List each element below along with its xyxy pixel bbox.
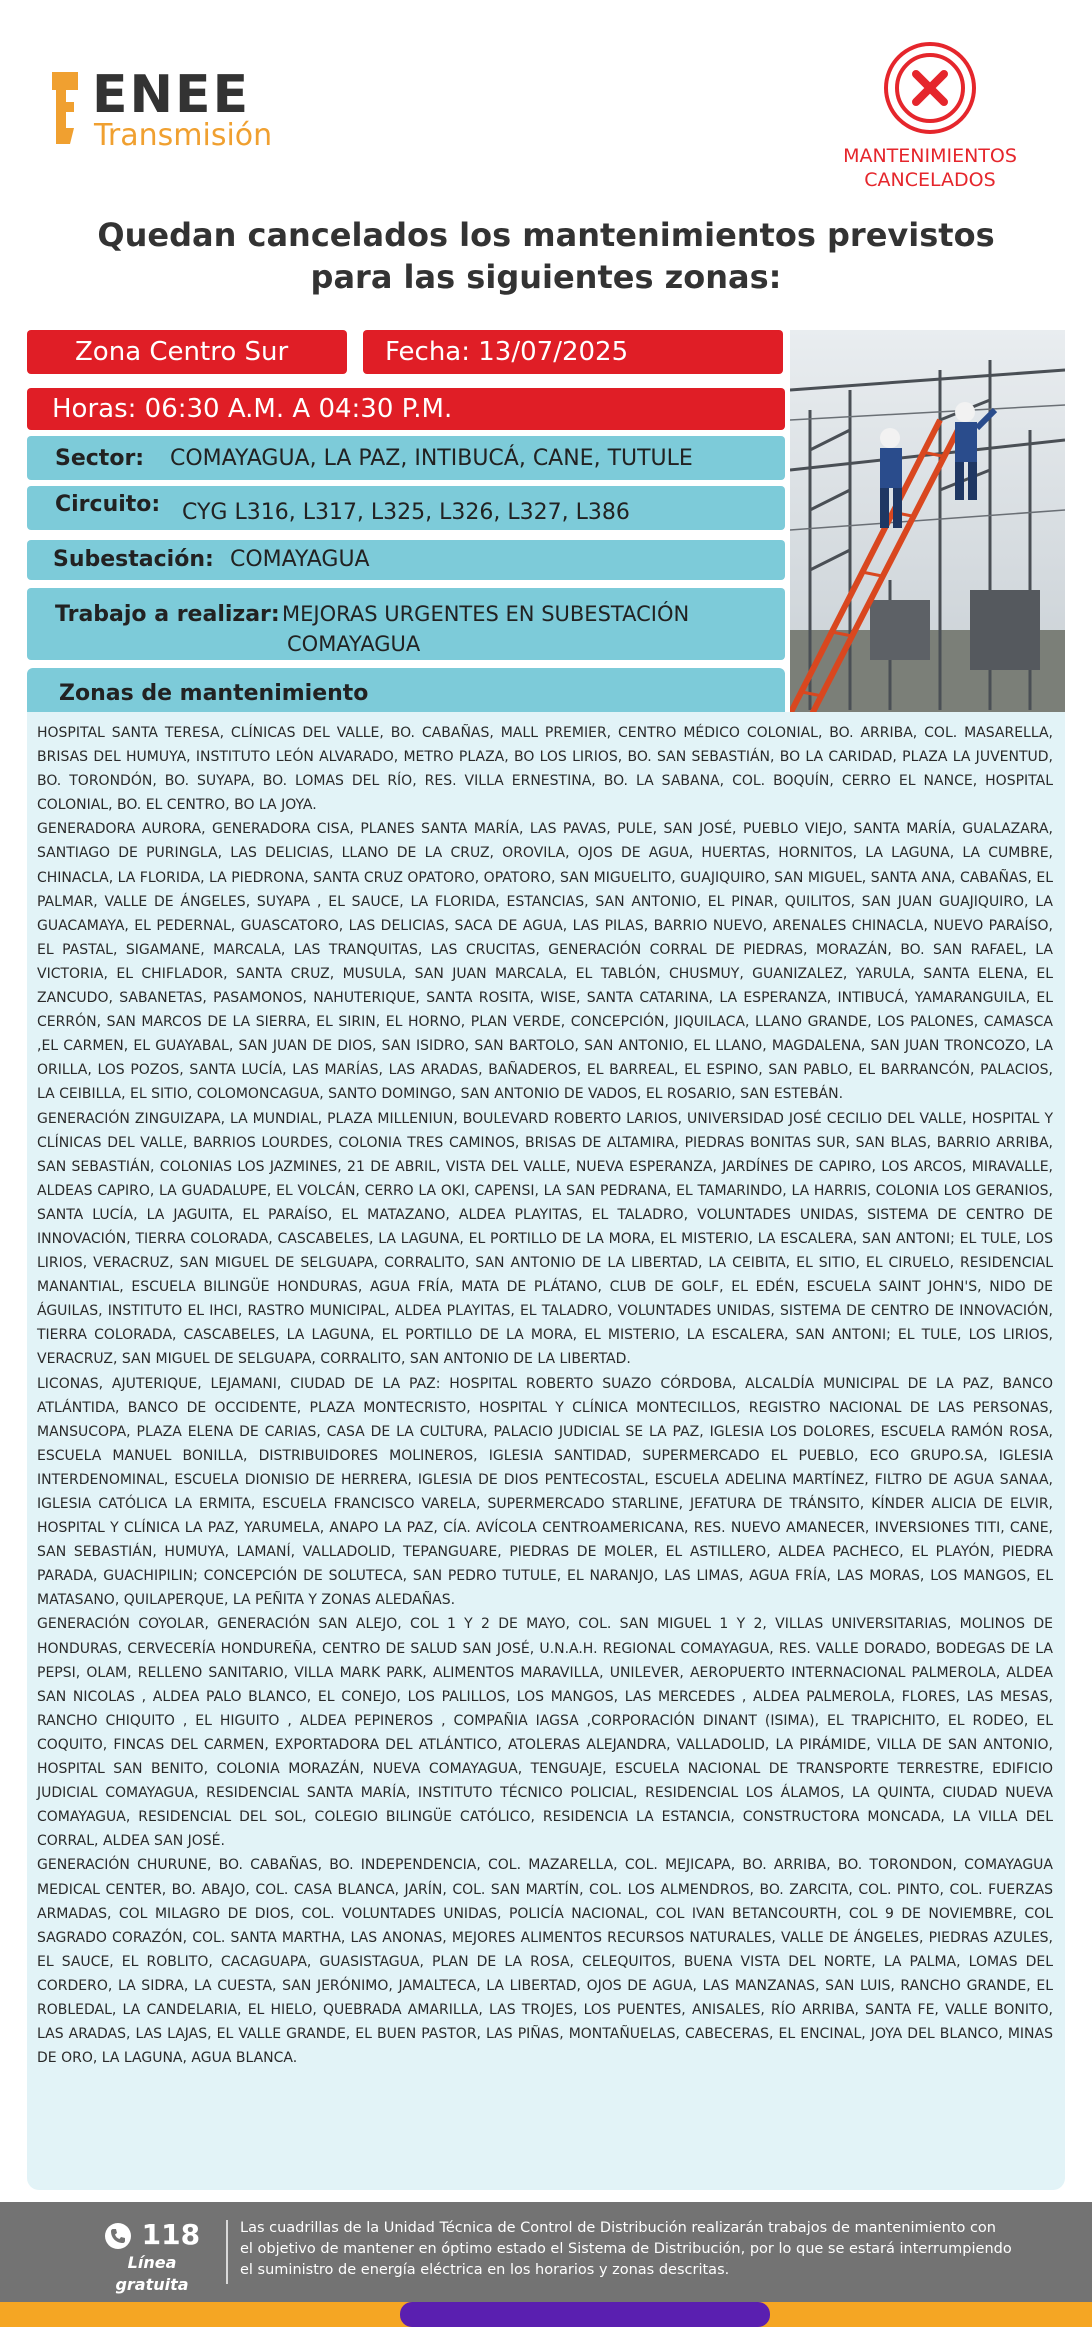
circuit-row [27,486,785,530]
bottom-bar-accent [400,2302,770,2327]
substation-label: Subestación: [53,547,214,572]
zone-paragraph: GENERACIÓN CHURUNE, BO. CABAÑAS, BO. INDEPENDENCIA, COL. MAZARELLA, COL. MEJICAPA, BO. ARRIBA, BO. TORONDON, COMAYAGUA MEDICAL CENTER, BO. ABAJO, COL. CASA BLANCA, JARÍN, COL. SAN MARTÍN, COL. LOS ALMENDROS, BO. ZARCITA, COL. PINTO, COL. FUERZAS ARMADAS, COL MILAGRO DE DIOS, COL. VOLUNTADES UNIDAS, POLICÍA NACIONAL, COL IVAN BETANCOURTH, COL 9 DE NOVIEMBRE, COL SAGRADO CORAZÓN, COL. SANTA MARTHA, LAS ANONAS, MEJORES ALIMENTOS RECURSOS NATURALES, VALLE DE ÁNGELES, PIEDRAS AZULES, EL SAUCE, EL ROBLITO, CACAGUAPA, GUASISTAGUA, PLAN DE LA ROSA, CELEQUITOS, BUENA VISTA DEL NORTE, LA PALMA, LOMAS DEL CORDERO, LA SIDRA, LA CUESTA, SAN JERÓNIMO, JAMALTECA, LA LIBERTAD, OJOS DE AGUA, LAS MANZANAS, SAN LUIS, RANCHO GRANDE, EL ROBLEDAL, LA CANDELARIA, EL HIELO, QUEBRADA AMARILLA, LAS TROJES, LOS PUENTES, ANISALES, RÍO ARRIBA, SANTA FE, VALLE BONITO, LAS ARADAS, LAS LAJAS, EL VALLE GRANDE, EL BUEN PASTOR, LAS PIÑAS, MONTAÑUELAS, CABECERAS, EL ENCINAL, JOYA DEL BLANCO, MINAS DE ORO, LA LAGUNA, AGUA BLANCA. [37,1857,1053,2067]
page-title-line-1: Quedan cancelados los mantenimientos previstos [97,216,995,254]
zone-badge: Zona Centro Sur [27,330,347,374]
badge-line-2: CANCELADOS [864,169,996,191]
substation-value: COMAYAGUA [230,547,370,572]
zone-paragraph: GENERACIÓN ZINGUIZAPA, LA MUNDIAL, PLAZA MILLENIUN, BOULEVARD ROBERTO LARIOS, UNIVERSIDAD JOSÉ CECILIO DEL VALLE, HOSPITAL Y CLÍNICAS DEL VALLE, BARRIOS LOURDES, COLONIA TRES CAMINOS, BRISAS DE ALTAMIRA, PIEDRAS BONITAS SUR, SAN BLAS, BARRIO ARRIBA, SAN SEBASTIÁN, COLONIAS LOS JAZMINES, 21 DE ABRIL, VISTA DEL VALLE, NUEVA ESPERANZA, JARDÍNES DE CAPIRO, LOS ARCOS, MIRAVALLE, ALDEAS CAPIRO, LA GUADALUPE, EL VOLCÁN, CERRO LA OKI, CAPENSI, LA SAN PEDRANA, EL TAMARINDO, LA HARRIS, COLONIA LOS GERANIOS, SANTA LUCÍA, LA JAGUITA, EL PARAÍSO, EL MATAZANO, ALDEA PLAYITAS, EL TALADRO, VOLUNTADES UNIDAS, SISTEMA DE CENTRO DE INNOVACIÓN, TIERRA COLORADA, CASCABELES, LA LAGUNA, EL PORTILLO DE LA MORA, EL MISTERIO, LA ESCALERA, SAN ANTONI; EL TULE, LOS LIRIOS, VERACRUZ, SAN MIGUEL DE SELGUAPA, CORRALITO, SAN ANTONIO DE LA LIBERTAD, LA CEIBITA, EL SITIO, EL CIRUELO, RESIDENCIAL MANANTIAL, ESCUELA BILINGÜE HONDURAS, AGUA FRÍA, MATA DE PLÁTANO, CLUB DE GOLF, EL EDÉN, ESCUELA SAINT JOHN'S, NIDO DE ÁGUILAS, INSTITUTO EL IHCI, RASTRO MUNICIPAL, ALDEA PLAYITAS, EL TALADRO, VOLUNTADES UNIDAS, SISTEMA DE CENTRO DE INNOVACIÓN, TIERRA COLORADA, CASCABELES, LA LAGUNA, EL PORTILLO DE LA MORA, EL MISTERIO, LA ESCALERA, SAN ANTONI; EL TULE, LOS LIRIOS, VERACRUZ, SAN MIGUEL DE SELGUAPA, CORRALITO, SAN ANTONIO DE LA LIBERTAD. [37,1110,1053,1368]
sector-label: Sector: [55,446,145,471]
substation-row [27,540,785,580]
footer-note-line-1: Las cuadrillas de la Unidad Técnica de Control de Distribución realizarán trabajos de mantenimiento con [240,2220,996,2236]
footer-note [240,2218,1040,2281]
zone-paragraph: GENERADORA AURORA, GENERADORA CISA, PLANES SANTA MARÍA, LAS PAVAS, PULE, SAN JOSÉ, PUEBLO VIEJO, SANTA MARÍA, GUALAZARA, SANTIAGO DE PURINGLA, LAS DELICIAS, LLANO DE LA CRUZ, OROVILA, OJOS DE AGUA, HUERTAS, HORNITOS, LA LAGUNA, LA CUMBRE, CHINACLA, LA FLORIDA, LA PIEDRONA, SANTA CRUZ OPATORO, OPATORO, SAN MIGUELITO, GUAJIQUIRO, SAN MIGUEL, SANTA ANA, CABAÑAS, EL PALMAR, VALLE DE ÁNGELES, SUYAPA , EL SAUCE, LA FLORIDA, ESTANCIAS, SAN ANTONIO, EL PINAR, QUILITOS, SAN JUAN GUAJIQUIRO, LA GUACAMAYA, EL PEDERNAL, GUASCATORO, LAS DELICIAS, SACA DE AGUA, LAS PILAS, BARRIO NUEVO, ARENALES CHINACLA, NUEVO PARAÍSO, EL PASTAL, SIGAMANE, MARCALA, LAS TRANQUITAS, LAS CRUCITAS, GENERACIÓN CORRAL DE PIEDRAS, MORAZÁN, BO. SAN RAFAEL, LA VICTORIA, EL CHIFLADOR, SANTA CRUZ, MUSULA, SAN JUAN MARCALA, EL TABLÓN, CHUSMUY, GUANIZALEZ, YARULA, SANTA ELENA, EL ZANCUDO, SABANETAS, PASAMONOS, NAHUTERIQUE, SANTA ROSITA, WISE, SANTA CATARINA, LA ESPERANZA, INTIBUCÁ, YAMARANGUILA, EL CERRÓN, SAN MARCOS DE LA SIERRA, EL SIRIN, EL HORNO, PLAN VERDE, CONCEPCIÓN, JIQUILACA, LLANO GRANDE, LOS PALONES, CAMASCA ,EL CARMEN, EL GUAYABAL, SAN JUAN DE DIOS, SAN ISIDRO, SAN BARTOLO, SAN ANTONIO, EL LLANO, MAGDALENA, SAN JUAN TRONCOZO, LA ORILLA, LOS POZOS, SANTA LUCÍA, LAS MARÍAS, LAS ARADAS, BAÑADEROS, EL BARREAL, EL ESPINO, SAN PABLO, EL BARRANCÓN, PALACIOS, LA CEIBILLA, EL SITIO, COLOMONCAGUA, SANTO DOMINGO, SAN ANTONIO DE VADOS, EL ROSARIO, SAN ESTEBÁN. [37,821,1053,1103]
footer [0,2202,1092,2302]
circuit-value: CYG L316, L317, L325, L326, L327, L386 [182,500,630,525]
phone-contact[interactable] [92,2218,212,2294]
sector-row [27,436,785,480]
circuit-label: Circuito: [55,492,161,517]
phone-icon [104,2222,132,2250]
enee-logo [52,64,312,154]
footer-note-line-2: el objetivo de mantener en óptimo estado el Sistema de Distribución, por lo que se estará interrumpiendo [240,2241,1012,2257]
work-value-line-1: MEJORAS URGENTES EN SUBESTACIÓN [282,602,690,626]
work-value-line-2: COMAYAGUA [287,632,421,656]
zone-paragraph: GENERACIÓN COYOLAR, GENERACIÓN SAN ALEJO, COL 1 Y 2 DE MAYO, COL. SAN MIGUEL 1 Y 2, VILLAS UNIVERSITARIAS, MOLINOS DE HONDURAS, CERVECERÍA HONDUREÑA, CENTRO DE SALUD SAN JOSÉ, U.N.A.H. REGIONAL COMAYAGUA, RES. VALLE DORADO, BODEGAS DE LA PEPSI, OLAM, RELLENO SANITARIO, VILLA MARK PARK, ALIMENTOS MARAVILLA, UNILEVER, AEROPUERTO INTERNACIONAL PALMEROLA, ALDEA SAN NICOLAS , ALDEA PALO BLANCO, EL CONEJO, LOS PALILLOS, LOS MANGOS, LAS MERCEDES , ALDEA PALMEROLA, FLORES, LAS MESAS, RANCHO CHIQUITO , EL HIGUITO , ALDEA PEPINEROS , COMPAÑIA IAGSA ,CORPORACIÓN DINANT (ISIMA), EL TRAPICHITO, EL RODEO, EL COQUITO, FINCAS DEL CARMEN, EXPORTADORA DEL ATLÁNTICO, ATOLERAS ALEJANDRA, VALLADOLID, LA PIRÁMIDE, VILLA DE SAN ANTONIO, HOSPITAL SAN BENITO, COLONIA MORAZÁN, NUEVA COMAYAGUA, TENGUAJE, ESCUELA NACIONAL DE TRANSPORTE TERRESTRE, EDIFICIO JUDICIAL COMAYAGUA, RESIDENCIAL SANTA MARÍA, INSTITUTO TÉCNICO POLICIAL, RESIDENCIAL LOS ÁLAMOS, LA QUINTA, CIUDAD NUEVA COMAYAGUA, RESIDENCIAL DEL SOL, COLEGIO BILINGÜE CATÓLICO, RESIDENCIA LA ESTANCIA, CONSTRUCTORA MONCADA, LA VILLA DEL CORRAL, ALDEA SAN JOSÉ. [37,1616,1053,1850]
cancelled-badge [815,40,1045,200]
work-row [27,588,785,660]
zone-paragraph: HOSPITAL SANTA TERESA, CLÍNICAS DEL VALLE, BO. CABAÑAS, MALL PREMIER, CENTRO MÉDICO COLONIAL, BO. ARRIBA, COL. MASARELLA, BRISAS DEL HUMUYA, INSTITUTO LEÓN ALVARADO, METRO PLAZA, BO LOS LIRIOS, BO. SAN SEBASTIÁN, BO LA CARIDAD, PLAZA LA JUVENTUD, BO. TORONDÓN, BO. SUYAPA, BO. LOMAS DEL RÍO, RES. VILLA ERNESTINA, BO. LA SABANA, COL. BOQUÍN, CERRO EL NANCE, HOSPITAL COLONIAL, BO. EL CENTRO, BO LA JOYA. [37,725,1053,814]
logo-mark-icon [52,68,82,144]
work-label: Trabajo a realizar: [55,602,280,627]
hours-badge: Horas: 06:30 A.M. A 04:30 P.M. [27,388,785,430]
page-title [20,214,1072,298]
zones-header [27,668,785,716]
logo-word: ENEE [92,65,251,125]
date-badge: Fecha: 13/07/2025 [363,330,783,374]
substation-workers-illustration [790,330,1065,714]
phone-number: 118 [141,2218,201,2251]
badge-line-1: MANTENIMIENTOS [843,145,1017,167]
zone-paragraph: LICONAS, AJUTERIQUE, LEJAMANI, CIUDAD DE LA PAZ: HOSPITAL ROBERTO SUAZO CÓRDOBA, ALCALDÍA MUNICIPAL DE LA PAZ, BANCO ATLÁNTIDA, BANCO DE OCCIDENTE, PLAZA MONTECRISTO, HOSPITAL Y CLÍNICA MONTECILLOS, REGISTRO NACIONAL DE LAS PERSONAS, MANSUCOPA, PLAZA ELENA DE CARIAS, CASA DE LA CULTURA, PALACIO JUDICIAL SE LA PAZ, IGLESIA LOS DOLORES, ESCUELA RAMÓN ROSA, ESCUELA MANUEL BONILLA, DISTRIBUIDORES MOLINEROS, IGLESIA SANTIDAD, SUPERMERCADO EL PUEBLO, ECO GRUPO.SA, IGLESIA INTERDENOMINAL, ESCUELA DIONISIO DE HERRERA, IGLESIA DE DIOS PENTECOSTAL, ESCUELA ADELINA MARTÍNEZ, FILTRO DE AGUA SANAA, IGLESIA CATÓLICA LA ERMITA, ESCUELA FRANCISCO VARELA, SUPERMERCADO STARLINE, JEFATURA DE TRÁNSITO, KÍNDER ALICIA DE ELVIR, HOSPITAL Y CLÍNICA LA PAZ, YARUMELA, ANAPO LA PAZ, CÍA. AVÍCOLA CENTROAMERICANA, RES. NUEVO AMANECER, INVERSIONES TITI, CANE, SAN SEBASTIÁN, HUMUYA, LAMANÍ, VALLADOLID, TEPANGUARE, PIEDRAS DE MOLER, EL ASTILLERO, ALDEA PACHECO, EL PLAYÓN, PIEDRA PARADA, GUACHIPILIN; CONCEPCIÓN DE SOLUTECA, SAN PEDRO TUTULE, EL NARANJO, LAS LIMAS, AGUA FRÍA, LAS MORAS, LOS MANGOS, EL MATASANO, QUILAPERQUE, LA PEÑITA Y ZONAS ALEDAÑAS. [37,1375,1053,1609]
footer-note-line-3: el suministro de energía eléctrica en los horarios y zonas descritas. [240,2262,730,2278]
workers-photo [790,330,1065,714]
logo-subtitle: Transmisión [94,118,273,153]
cancel-x-icon [882,40,978,136]
phone-label: Línea gratuita [115,2253,189,2294]
zones-label: Zonas de mantenimiento [59,681,369,706]
sector-value: COMAYAGUA, LA PAZ, INTIBUCÁ, CANE, TUTULE [170,446,693,471]
footer-divider [226,2220,228,2284]
zones-list [37,721,1053,2070]
page-title-line-2: para las siguientes zonas: [310,258,782,296]
